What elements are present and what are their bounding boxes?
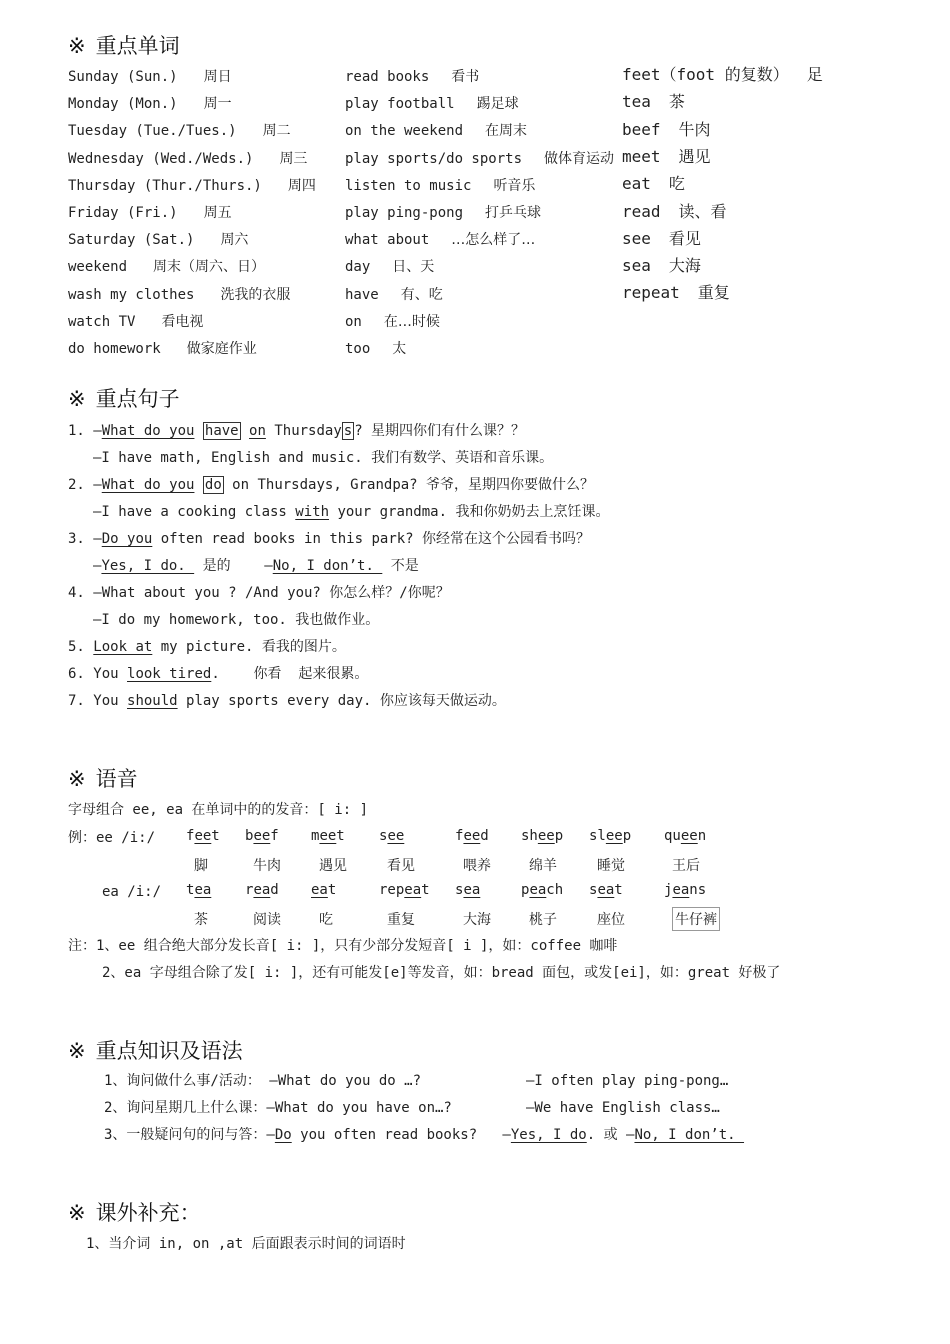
phonics-word: see: [379, 828, 405, 844]
phonics-translation: 王后: [672, 858, 700, 874]
section-title-sentences: ※ 重点句子: [68, 387, 180, 411]
vocab-chinese: 太: [392, 341, 407, 357]
phonics-translation: 牛肉: [253, 858, 281, 874]
phonics-word: read: [245, 882, 279, 898]
phonics-word: peach: [521, 882, 564, 898]
vocab-entry: [345, 94, 519, 114]
phonics-translation: 看见: [387, 858, 415, 874]
vocab-english: Saturday (Sat.): [68, 232, 195, 249]
vocab-chinese: 茶: [668, 92, 685, 112]
sentence-1-question: 1. —What do you have on Thursday s ? 星期四你们有什么课？？: [68, 423, 526, 439]
vocab-english: on the weekend: [345, 123, 464, 140]
phonics-translation: 遇见: [319, 858, 347, 874]
phonics-word: sheep: [521, 828, 564, 844]
sentence-7: 7. You should play sports every day. 你应该每天做运动。: [68, 693, 506, 709]
phonics-note-1: 注：1、ee 组合绝大部分发长音[ i: ]，只有少部分发短音[ i ]，如：coffee 咖啡: [68, 938, 618, 954]
vocab-chinese: 周一: [203, 96, 232, 113]
vocab-chinese: 在…时候: [383, 313, 440, 330]
reference-mark: ※: [68, 34, 86, 58]
vocab-chinese: 踢足球: [476, 96, 519, 113]
vocab-english: watch TV: [68, 313, 136, 330]
vocab-english: play football: [345, 96, 455, 113]
vocab-english: play sports/do sports: [345, 150, 523, 167]
vocab-english: weekend: [68, 259, 128, 276]
phonics-translation: 牛仔裤: [672, 907, 720, 931]
vocab-entry: [345, 203, 541, 223]
vocab-english: listen to music: [345, 177, 472, 194]
extra-note-1: 1、当介词 in, on ,at 后面跟表示时间的词语时: [86, 1236, 406, 1252]
vocab-entry: [68, 149, 307, 169]
phonics-translation: 阅读: [253, 912, 281, 928]
vocab-chinese: 重复: [697, 283, 730, 303]
phonics-translation: 重复: [387, 912, 415, 928]
vocab-chinese: 打乒乓球: [485, 205, 542, 221]
phonics-translation: 绵羊: [529, 858, 557, 874]
vocab-entry: [345, 67, 479, 87]
vocab-english: read: [622, 201, 661, 221]
vocab-english: Thursday (Thur./Thurs.): [68, 177, 262, 194]
vocab-chinese: 洗我的衣服: [220, 286, 291, 303]
phonics-word: jeans: [664, 882, 707, 898]
vocab-entry: [68, 121, 291, 141]
vocab-entry: [345, 257, 434, 277]
vocab-chinese: 周六: [220, 232, 249, 249]
phonics-note-2: 2、ea 字母组合除了发[ i: ]，还有可能发[e]等发音，如：bread 面包，或发[ei]，如：great 好极了: [102, 965, 781, 981]
vocab-entry: [622, 256, 701, 276]
vocab-entry: [68, 67, 232, 87]
reference-mark: ※: [68, 1039, 86, 1063]
vocab-entry: [345, 149, 614, 169]
vocab-english: see: [622, 228, 651, 248]
vocab-entry: [68, 94, 232, 114]
vocab-chinese: 周末（周六、日）: [153, 259, 266, 276]
phonics-translation: 脚: [194, 858, 208, 874]
vocab-english: wash my clothes: [68, 286, 195, 303]
vocab-entry: [345, 339, 406, 359]
vocab-entry: [622, 65, 823, 85]
vocab-english: tea: [622, 92, 651, 112]
vocab-chinese: 周日: [203, 69, 232, 85]
vocab-english: meet: [622, 146, 661, 166]
vocab-entry: [345, 312, 440, 332]
sentence-2-answer: —I have a cooking class with your grandma. 我和你奶奶去上烹饪课。: [93, 504, 610, 520]
vocab-english: day: [345, 259, 371, 276]
vocab-chinese: 有、吃: [400, 286, 443, 303]
vocab-chinese: 看见: [668, 228, 701, 248]
vocab-entry: [345, 176, 535, 196]
vocab-english: beef: [622, 119, 661, 139]
grammar-1-question: 1、询问做什么事/活动： —What do you do …?: [104, 1073, 422, 1089]
vocab-entry: [68, 312, 203, 332]
vocab-entry: [345, 285, 443, 305]
phonics-word: meet: [311, 828, 345, 844]
vocab-entry: [622, 283, 730, 303]
vocab-entry: [68, 285, 290, 305]
phonics-intro: 字母组合 ee, ea 在单词中的的发音：[ i: ]: [68, 802, 369, 818]
vocab-english: sea: [622, 256, 651, 276]
vocab-chinese: 吃: [668, 174, 685, 194]
sentence-4-answer: —I do my homework, too. 我也做作业。: [93, 612, 380, 628]
phonics-translation: 桃子: [529, 912, 557, 928]
sentence-5: 5. Look at my picture. 看我的图片。: [68, 639, 346, 655]
grammar-1-answer: —I often play ping-pong…: [526, 1073, 729, 1089]
phonics-translation: 睡觉: [597, 858, 625, 874]
sentence-3-question: 3. —Do you often read books in this park? 你经常在这个公园看书吗？: [68, 531, 591, 547]
phonics-word: beef: [245, 828, 279, 844]
vocab-chinese: 在周末: [485, 123, 528, 140]
vocab-entry: [345, 230, 535, 250]
section-title-phonics: ※ 语音: [68, 767, 138, 791]
phonics-translation: 喂养: [463, 858, 491, 874]
reference-mark: ※: [68, 387, 86, 411]
vocab-chinese: 遇见: [678, 146, 711, 166]
vocab-entry: [68, 176, 316, 196]
grammar-2-answer: —We have English class…: [526, 1100, 720, 1116]
vocab-entry: [622, 92, 685, 112]
phonics-translation: 大海: [463, 912, 491, 928]
vocab-english: on: [345, 313, 362, 330]
phonics-word: sleep: [589, 828, 632, 844]
vocab-chinese: 周四: [287, 177, 316, 194]
vocab-english: Friday (Fri.): [68, 205, 178, 221]
vocab-entry: [345, 121, 527, 141]
vocab-chinese: 日、天: [392, 259, 435, 276]
vocab-chinese: 读、看: [678, 201, 727, 221]
vocab-english: Tuesday (Tue./Tues.): [68, 123, 237, 140]
vocab-entry: [68, 257, 265, 277]
phonics-word: feet: [186, 828, 220, 844]
vocab-english: eat: [622, 174, 651, 194]
phonics-ee-label: 例：ee /i:/: [68, 830, 156, 846]
vocab-chinese: 看电视: [161, 313, 204, 330]
vocab-english: too: [345, 341, 371, 357]
sentence-3-answers: —Yes, I do. 是的 —No, I don’t. 不是: [93, 558, 419, 574]
vocab-entry: [622, 202, 727, 222]
section-title-grammar: ※ 重点知识及语法: [68, 1039, 243, 1063]
phonics-ea-label: ea /i:/: [102, 884, 162, 900]
vocab-chinese: 看书: [451, 69, 480, 85]
phonics-word: feed: [455, 828, 489, 844]
phonics-word: queen: [664, 828, 707, 844]
vocab-english: do homework: [68, 341, 161, 357]
vocab-english: Monday (Mon.): [68, 96, 178, 113]
vocab-chinese: …怎么样了…: [451, 232, 536, 249]
vocab-entry: [68, 203, 232, 223]
vocab-chinese: 听音乐: [493, 177, 536, 194]
vocab-chinese: 牛肉: [678, 119, 711, 139]
vocab-english: feet（foot 的复数）: [622, 65, 789, 84]
vocab-english: play ping-pong: [345, 205, 464, 221]
phonics-translation: 吃: [319, 912, 333, 928]
phonics-translation: 茶: [194, 912, 208, 928]
vocab-chinese: 周三: [279, 150, 308, 167]
vocab-english: what about: [345, 232, 430, 249]
vocab-english: Sunday (Sun.): [68, 69, 178, 85]
reference-mark: ※: [68, 1201, 86, 1225]
vocab-chinese: 周二: [262, 123, 291, 140]
reference-mark: ※: [68, 767, 86, 791]
vocab-chinese: 周五: [203, 205, 232, 221]
phonics-word: sea: [455, 882, 481, 898]
vocab-english: read books: [345, 69, 430, 85]
section-title-extra: ※ 课外补充：: [68, 1201, 201, 1225]
vocab-chinese: 大海: [668, 256, 701, 276]
vocab-entry: [68, 230, 248, 250]
grammar-3: 3、一般疑问句的问与答：—Do you often read books? —Yes, I do. 或 —No, I don’t.: [104, 1127, 745, 1143]
sentence-6: 6. You look tired. 你看 起来很累。: [68, 666, 369, 682]
vocab-english: have: [345, 286, 379, 303]
vocab-entry: [622, 174, 685, 194]
vocab-entry: [622, 120, 711, 140]
phonics-word: repeat: [379, 882, 430, 898]
phonics-word: seat: [589, 882, 623, 898]
sentence-1-answer: —I have math, English and music. 我们有数学、英语和音乐课。: [93, 450, 554, 466]
sentence-4-question: 4. —What about you ? /And you? 你怎么样？/你呢？: [68, 585, 450, 601]
vocab-english: repeat: [622, 283, 680, 303]
phonics-word: eat: [311, 882, 337, 898]
vocab-chinese: 做家庭作业: [186, 341, 257, 357]
sentence-2-question: 2. —What do you do on Thursdays, Grandpa? 爷爷，星期四你要做什么？: [68, 477, 595, 493]
section-title-vocab: ※ 重点单词: [68, 34, 180, 58]
grammar-2-question: 2、询问星期几上什么课：—What do you have on…?: [104, 1100, 452, 1116]
phonics-translation: 座位: [597, 912, 625, 928]
vocab-entry: [68, 339, 257, 359]
vocab-chinese: 足: [806, 65, 823, 84]
vocab-english: Wednesday (Wed./Weds.): [68, 150, 254, 167]
phonics-word: tea: [186, 882, 212, 898]
vocab-entry: [622, 229, 701, 249]
vocab-chinese: 做体育运动: [544, 150, 615, 167]
vocab-entry: [622, 147, 711, 167]
